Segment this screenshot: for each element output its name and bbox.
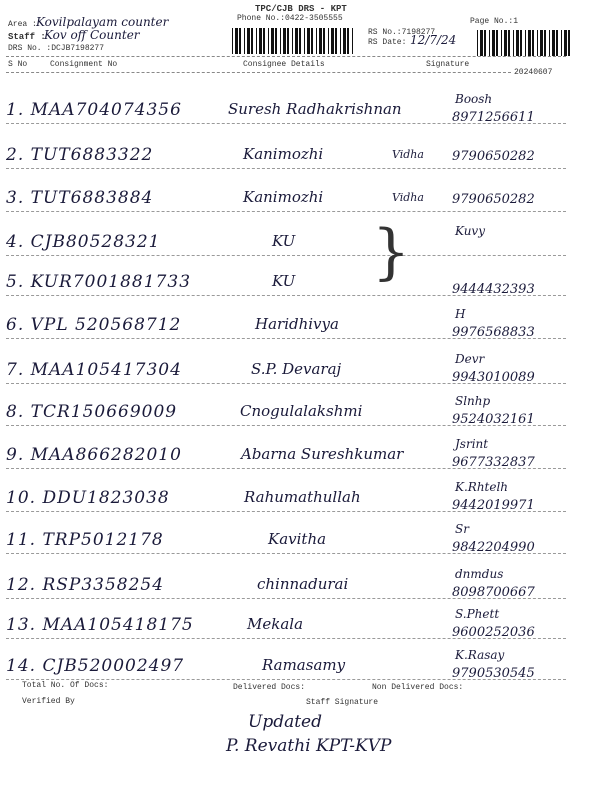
receiver-signature: Kuvy bbox=[455, 224, 485, 238]
barcode-bar bbox=[508, 30, 510, 56]
consignment-number: 10. DDU1823038 bbox=[6, 488, 170, 508]
consignment-number: 7. MAA105417304 bbox=[6, 360, 182, 380]
area-value: Kovilpalayam counter bbox=[36, 15, 169, 29]
barcode-bar bbox=[501, 30, 502, 56]
barcode-bar bbox=[331, 28, 334, 54]
barcode-bar bbox=[307, 28, 310, 54]
receiver-phone: 9790530545 bbox=[452, 666, 535, 681]
consignee-name: Kanimozhi bbox=[243, 188, 324, 206]
barcode-right bbox=[477, 30, 572, 56]
consignee-name: Ramasamy bbox=[262, 656, 346, 674]
barcode-bar bbox=[235, 28, 238, 54]
consignment-number: 3. TUT6883884 bbox=[6, 188, 154, 208]
barcode-bar bbox=[477, 30, 478, 56]
barcode-bar bbox=[549, 30, 550, 56]
row-divider bbox=[6, 338, 566, 339]
consignee-name: Rahumathullah bbox=[244, 488, 361, 506]
receiver-phone: 9943010089 bbox=[452, 370, 535, 385]
updated-note: Updated bbox=[248, 712, 323, 732]
barcode-bar bbox=[532, 30, 534, 56]
doc-title: TPC/CJB DRS - KPT bbox=[255, 4, 347, 14]
barcode-bar bbox=[259, 28, 262, 54]
receiver-phone: 8971256611 bbox=[452, 110, 535, 125]
barcode-bar bbox=[568, 30, 570, 56]
receiver-phone: 9524032161 bbox=[452, 412, 535, 427]
rs-date-value: 12/7/24 bbox=[410, 33, 457, 47]
barcode-bar bbox=[516, 30, 519, 56]
barcode-bar bbox=[556, 30, 558, 56]
receiver-signature: Jsrint bbox=[455, 437, 489, 451]
row-divider bbox=[6, 598, 566, 599]
barcode-bar bbox=[287, 28, 289, 54]
receiver-signature: H bbox=[455, 307, 466, 321]
group-bracket: } bbox=[372, 217, 411, 287]
barcode-bar bbox=[280, 28, 281, 54]
barcode-bar bbox=[340, 28, 341, 54]
barcode-bar bbox=[561, 30, 562, 56]
row-divider bbox=[6, 425, 566, 426]
receiver-signature: Boosh bbox=[455, 92, 493, 106]
drs-number: DRS No. :DCJB7198277 bbox=[8, 44, 105, 53]
consignee-name: KU bbox=[272, 232, 296, 250]
row-divider bbox=[6, 468, 566, 469]
col-consignee: Consignee Details bbox=[243, 60, 325, 69]
barcode-bar bbox=[244, 28, 245, 54]
barcode-bar bbox=[492, 30, 495, 56]
receiver-phone: 9842204990 bbox=[452, 540, 535, 555]
receiver-phone: 9442019971 bbox=[452, 498, 535, 513]
column-divider bbox=[6, 72, 511, 73]
receiver-phone: 9790650282 bbox=[452, 149, 535, 164]
receiver-signature: Slnhp bbox=[455, 394, 491, 408]
barcode-bar bbox=[319, 28, 322, 54]
barcode-bar bbox=[513, 30, 514, 56]
row-divider bbox=[6, 295, 566, 296]
barcode-bar bbox=[520, 30, 522, 56]
header-divider bbox=[6, 56, 566, 57]
barcode-bar bbox=[335, 28, 337, 54]
barcode-bar bbox=[552, 30, 555, 56]
col-consignment: Consignment No bbox=[50, 60, 118, 69]
barcode-bar bbox=[528, 30, 531, 56]
consignee-name: Suresh Radhakrishnan bbox=[228, 100, 402, 118]
page-number: Page No.:1 bbox=[470, 17, 519, 26]
barcode-bar bbox=[316, 28, 317, 54]
consignment-number: 11. TRP5012178 bbox=[6, 530, 164, 550]
receiver-phone: 8098700667 bbox=[452, 585, 535, 600]
barcode-bar bbox=[247, 28, 250, 54]
consignee-name: Haridhivya bbox=[255, 315, 339, 333]
consignment-number: 4. CJB80528321 bbox=[6, 232, 161, 252]
receiver-phone: 9976568833 bbox=[452, 325, 535, 340]
consignment-number: 6. VPL 520568712 bbox=[6, 315, 182, 335]
barcode-bar bbox=[496, 30, 498, 56]
receiver-signature: K.Rhtelh bbox=[455, 480, 509, 494]
verified-by-label: Verified By bbox=[22, 697, 75, 706]
consignee-name: S.P. Devaraj bbox=[251, 360, 342, 378]
consignee-name: Mekala bbox=[247, 615, 304, 633]
area-label: Area : bbox=[8, 20, 37, 29]
receiver-signature: Devr bbox=[455, 352, 485, 366]
row-divider bbox=[6, 638, 566, 639]
receiver-signature: S.Phett bbox=[455, 607, 500, 621]
consignment-number: 2. TUT6883322 bbox=[6, 145, 154, 165]
barcode-bar bbox=[504, 30, 507, 56]
barcode-bar bbox=[304, 28, 305, 54]
consignment-number: 5. KUR7001881733 bbox=[6, 272, 192, 292]
barcode-bar bbox=[343, 28, 346, 54]
delivered-docs-label: Delivered Docs: bbox=[233, 683, 306, 692]
receiver-phone: 9444432393 bbox=[452, 282, 535, 297]
row-divider bbox=[6, 511, 566, 512]
consignee-name: Kavitha bbox=[268, 530, 327, 548]
consignment-number: 13. MAA105418175 bbox=[6, 615, 194, 635]
consignee-name: Abarna Sureshkumar bbox=[241, 445, 404, 463]
total-docs-label: Total No. Of Docs: bbox=[22, 681, 109, 690]
rs-date-label: RS Date: bbox=[368, 38, 407, 47]
receiver-phone: 9790650282 bbox=[452, 192, 535, 207]
consignment-number: 8. TCR150669009 bbox=[6, 402, 178, 422]
barcode-bar bbox=[328, 28, 329, 54]
barcode-bar bbox=[283, 28, 286, 54]
receiver-phone: 9600252036 bbox=[452, 625, 535, 640]
barcode-bar bbox=[540, 30, 543, 56]
consignee-name: KU bbox=[272, 272, 296, 290]
barcode-bar bbox=[347, 28, 349, 54]
consignment-number: 12. RSP3358254 bbox=[6, 575, 165, 595]
barcode-bar bbox=[275, 28, 277, 54]
barcode-bar bbox=[256, 28, 257, 54]
barcode-bar bbox=[299, 28, 301, 54]
row-divider bbox=[6, 553, 566, 554]
barcode-bar bbox=[484, 30, 486, 56]
receiver-signature: Sr bbox=[455, 522, 469, 536]
rs-number: RS No.:7198277 bbox=[368, 28, 436, 37]
barcode-bar bbox=[232, 28, 233, 54]
staff-signature-label: Staff Signature bbox=[306, 698, 379, 707]
col-sno: S No bbox=[8, 60, 28, 69]
barcode-bar bbox=[489, 30, 490, 56]
barcode-left bbox=[232, 28, 357, 54]
barcode-bar bbox=[323, 28, 325, 54]
barcode-bar bbox=[544, 30, 546, 56]
staff-value: Kov off Counter bbox=[44, 28, 140, 42]
staff-label: Staff : bbox=[8, 32, 46, 42]
row-divider bbox=[6, 123, 566, 124]
barcode-bar bbox=[564, 30, 567, 56]
barcode-bar bbox=[525, 30, 526, 56]
receiver-signature: dnmdus bbox=[455, 567, 504, 581]
barcode-bar bbox=[537, 30, 538, 56]
consignee-name: Kanimozhi bbox=[243, 145, 324, 163]
barcode-bar bbox=[480, 30, 483, 56]
date-stamp: 20240607 bbox=[514, 68, 553, 77]
row-divider bbox=[6, 168, 566, 169]
barcode-bar bbox=[268, 28, 269, 54]
consignee-name: chinnadurai bbox=[257, 575, 349, 593]
consignee-note: Vidha bbox=[392, 148, 424, 161]
barcode-bar bbox=[271, 28, 274, 54]
consignee-note: Vidha bbox=[392, 191, 424, 204]
row-divider bbox=[6, 679, 566, 680]
row-divider bbox=[6, 255, 566, 256]
barcode-bar bbox=[311, 28, 313, 54]
consignment-number: 1. MAA704074356 bbox=[6, 100, 182, 120]
barcode-bar bbox=[295, 28, 298, 54]
barcode-bar bbox=[239, 28, 241, 54]
row-divider bbox=[6, 383, 566, 384]
consignment-number: 14. CJB520002497 bbox=[6, 656, 185, 676]
barcode-bar bbox=[263, 28, 265, 54]
consignment-number: 9. MAA866282010 bbox=[6, 445, 182, 465]
row-divider bbox=[6, 211, 566, 212]
barcode-bar bbox=[352, 28, 353, 54]
updated-by: P. Revathi KPT-KVP bbox=[226, 736, 392, 756]
col-signature: Signature bbox=[426, 60, 470, 69]
barcode-bar bbox=[251, 28, 253, 54]
barcode-bar bbox=[292, 28, 293, 54]
receiver-signature: K.Rasay bbox=[455, 648, 505, 662]
phone-number: Phone No.:0422-3505555 bbox=[237, 14, 343, 23]
consignee-name: Cnogulalakshmi bbox=[240, 402, 363, 420]
receiver-phone: 9677332837 bbox=[452, 455, 535, 470]
non-delivered-docs-label: Non Delivered Docs: bbox=[372, 683, 464, 692]
